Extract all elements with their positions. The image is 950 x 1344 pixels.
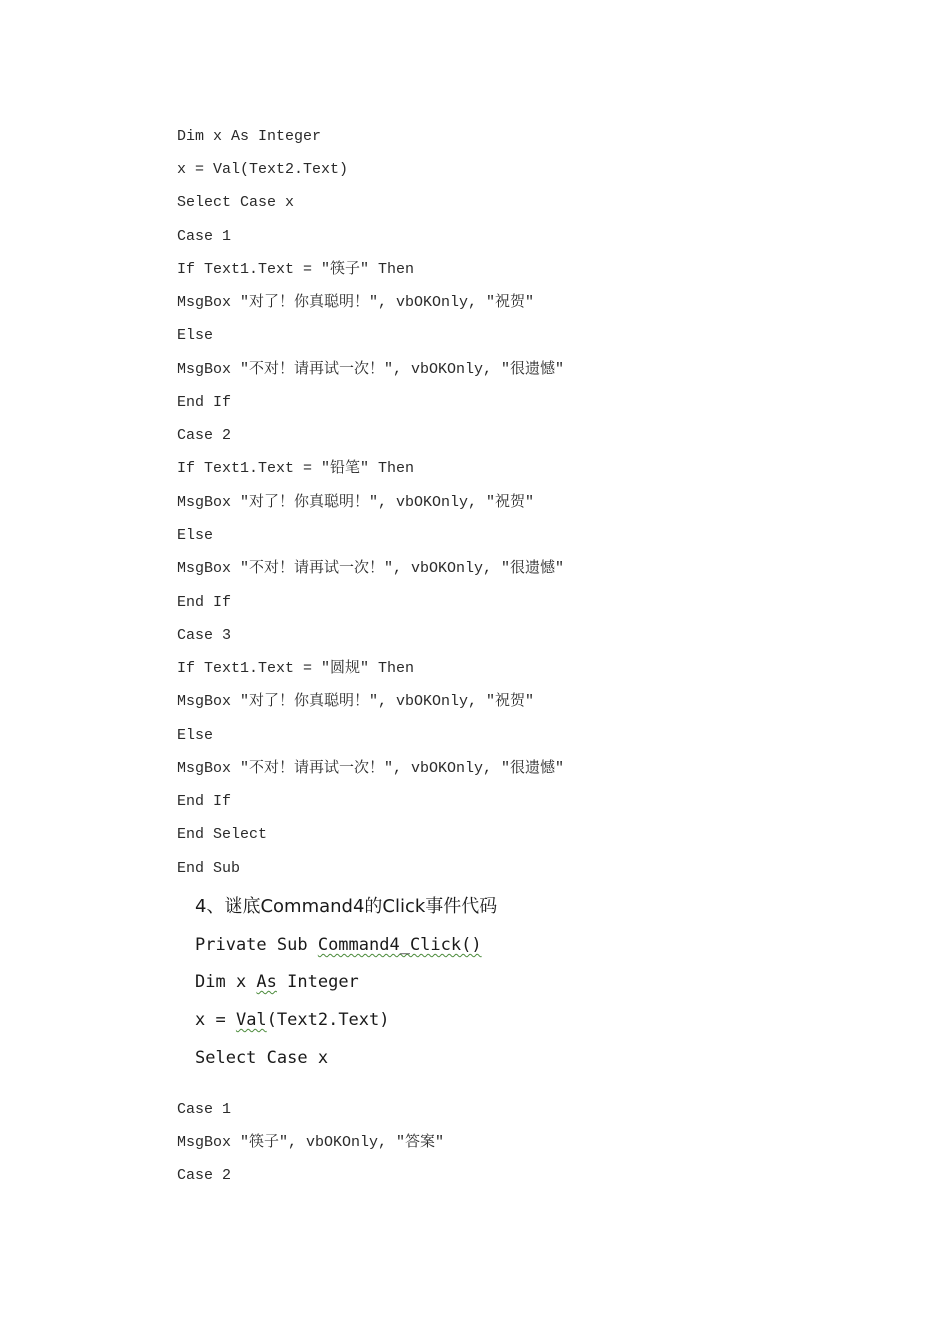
code-line: End If — [177, 793, 232, 810]
code-line: MsgBox "不对！请再试一次！", vbOKOnly, "很遗憾" — [177, 560, 565, 577]
code-line: Dim x As Integer — [177, 128, 322, 145]
code-line: Select Case x — [195, 1048, 329, 1068]
spellcheck-word: As — [256, 972, 277, 992]
spellcheck-word: Val — [235, 1010, 267, 1030]
code-line: Else — [177, 527, 214, 544]
code-fragment: Private Sub — [195, 935, 318, 955]
code-fragment: Integer — [276, 972, 359, 992]
code-line — [195, 1009, 390, 1031]
code-line: MsgBox "不对！请再试一次！", vbOKOnly, "很遗憾" — [177, 361, 565, 378]
code-line: If Text1.Text = "筷子" Then — [177, 261, 415, 278]
code-line: End If — [177, 594, 232, 611]
code-line: Else — [177, 327, 214, 344]
code-fragment: Dim x — [195, 972, 257, 992]
code-line: Select Case x — [177, 194, 295, 211]
code-line: Else — [177, 727, 214, 744]
code-line: MsgBox "对了！你真聪明！", vbOKOnly, "祝贺" — [177, 494, 535, 511]
code-line: End Select — [177, 826, 268, 843]
code-line: MsgBox "不对！请再试一次！", vbOKOnly, "很遗憾" — [177, 760, 565, 777]
code-line — [195, 934, 482, 956]
code-line: If Text1.Text = "铅笔" Then — [177, 460, 415, 477]
code-line: Case 1 — [177, 1101, 232, 1118]
code-line: Case 3 — [177, 627, 232, 644]
spellcheck-word: Command4_Click() — [317, 935, 482, 955]
code-line: MsgBox "对了！你真聪明！", vbOKOnly, "祝贺" — [177, 693, 535, 710]
code-line: Case 2 — [177, 427, 232, 444]
section-heading: 4、谜底Command4的Click事件代码 — [195, 896, 498, 917]
code-line: End Sub — [177, 860, 241, 877]
code-line: MsgBox "对了！你真聪明！", vbOKOnly, "祝贺" — [177, 294, 535, 311]
code-line: Case 1 — [177, 228, 232, 245]
code-line: Case 2 — [177, 1167, 232, 1184]
code-line — [195, 971, 359, 993]
code-fragment: (Text2.Text) — [266, 1010, 390, 1030]
code-line: End If — [177, 394, 232, 411]
code-line: If Text1.Text = "圆规" Then — [177, 660, 415, 677]
code-line: MsgBox "筷子", vbOKOnly, "答案" — [177, 1134, 445, 1151]
code-line: x = Val(Text2.Text) — [177, 161, 349, 178]
code-fragment: x = — [195, 1010, 236, 1030]
